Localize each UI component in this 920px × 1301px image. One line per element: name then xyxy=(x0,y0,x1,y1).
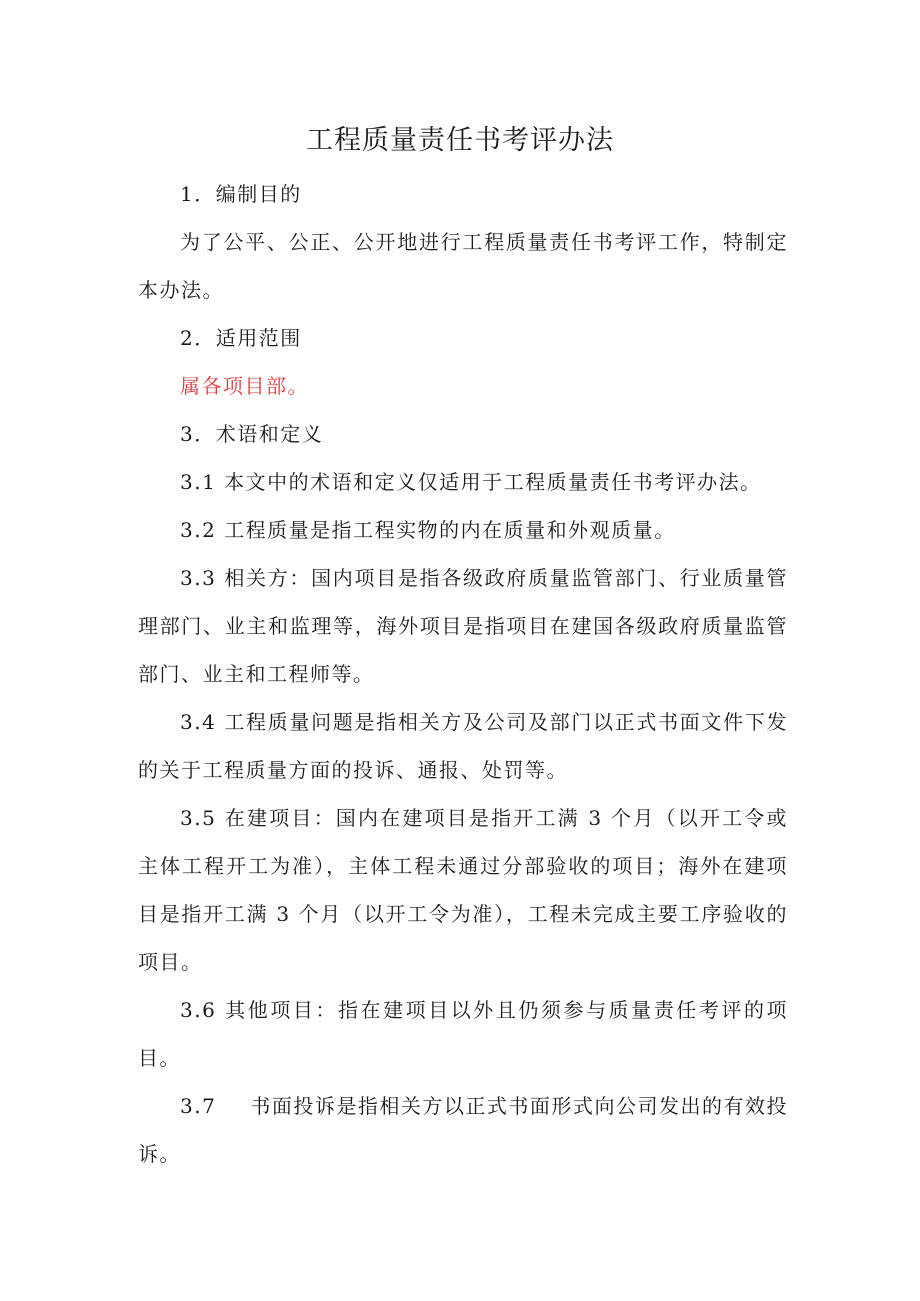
clause-3-5: 3.5 在建项目：国内在建项目是指开工满 3 个月（以开工令或主体工程开工为准），主体工程未通过分部验收的项目；海外在建项目是指开工满 3 个月（以开工令为准），工程未完成主要工序验收的项目。 xyxy=(138,806,788,974)
clause-3-7-text: 书面投诉是指相关方以正式书面形式向公司发出的有效投诉。 xyxy=(138,1094,788,1166)
document-title: 工程质量责任书考评办法 xyxy=(306,125,614,156)
section-2-body: 属各项目部。 xyxy=(180,374,309,398)
section-2-heading: 2．适用范围 xyxy=(180,326,302,350)
clause-3-6: 3.6 其他项目：指在建项目以外且仍须参与质量责任考评的项目。 xyxy=(138,998,788,1070)
section-3-heading: 3．术语和定义 xyxy=(180,422,324,446)
clause-3-2: 3.2 工程质量是指工程实物的内在质量和外观质量。 xyxy=(180,518,676,542)
clause-3-7 xyxy=(138,1082,788,1178)
clause-3-3: 3.3 相关方：国内项目是指各级政府质量监管部门、行业质量管理部门、业主和监理等，海外项目是指项目在建国各级政府质量监管部门、业主和工程师等。 xyxy=(138,566,788,686)
section-1-body: 为了公平、公正、公开地进行工程质量责任书考评工作，特制定本办法。 xyxy=(138,230,788,302)
clause-3-7-number: 3.7 xyxy=(180,1094,217,1118)
clause-3-4: 3.4 工程质量问题是指相关方及公司及部门以正式书面文件下发的关于工程质量方面的投诉、通报、处罚等。 xyxy=(138,710,788,782)
document-body xyxy=(138,170,788,1178)
clause-3-1: 3.1 本文中的术语和定义仅适用于工程质量责任书考评办法。 xyxy=(180,470,762,494)
section-1-heading: 1．编制目的 xyxy=(180,182,302,206)
